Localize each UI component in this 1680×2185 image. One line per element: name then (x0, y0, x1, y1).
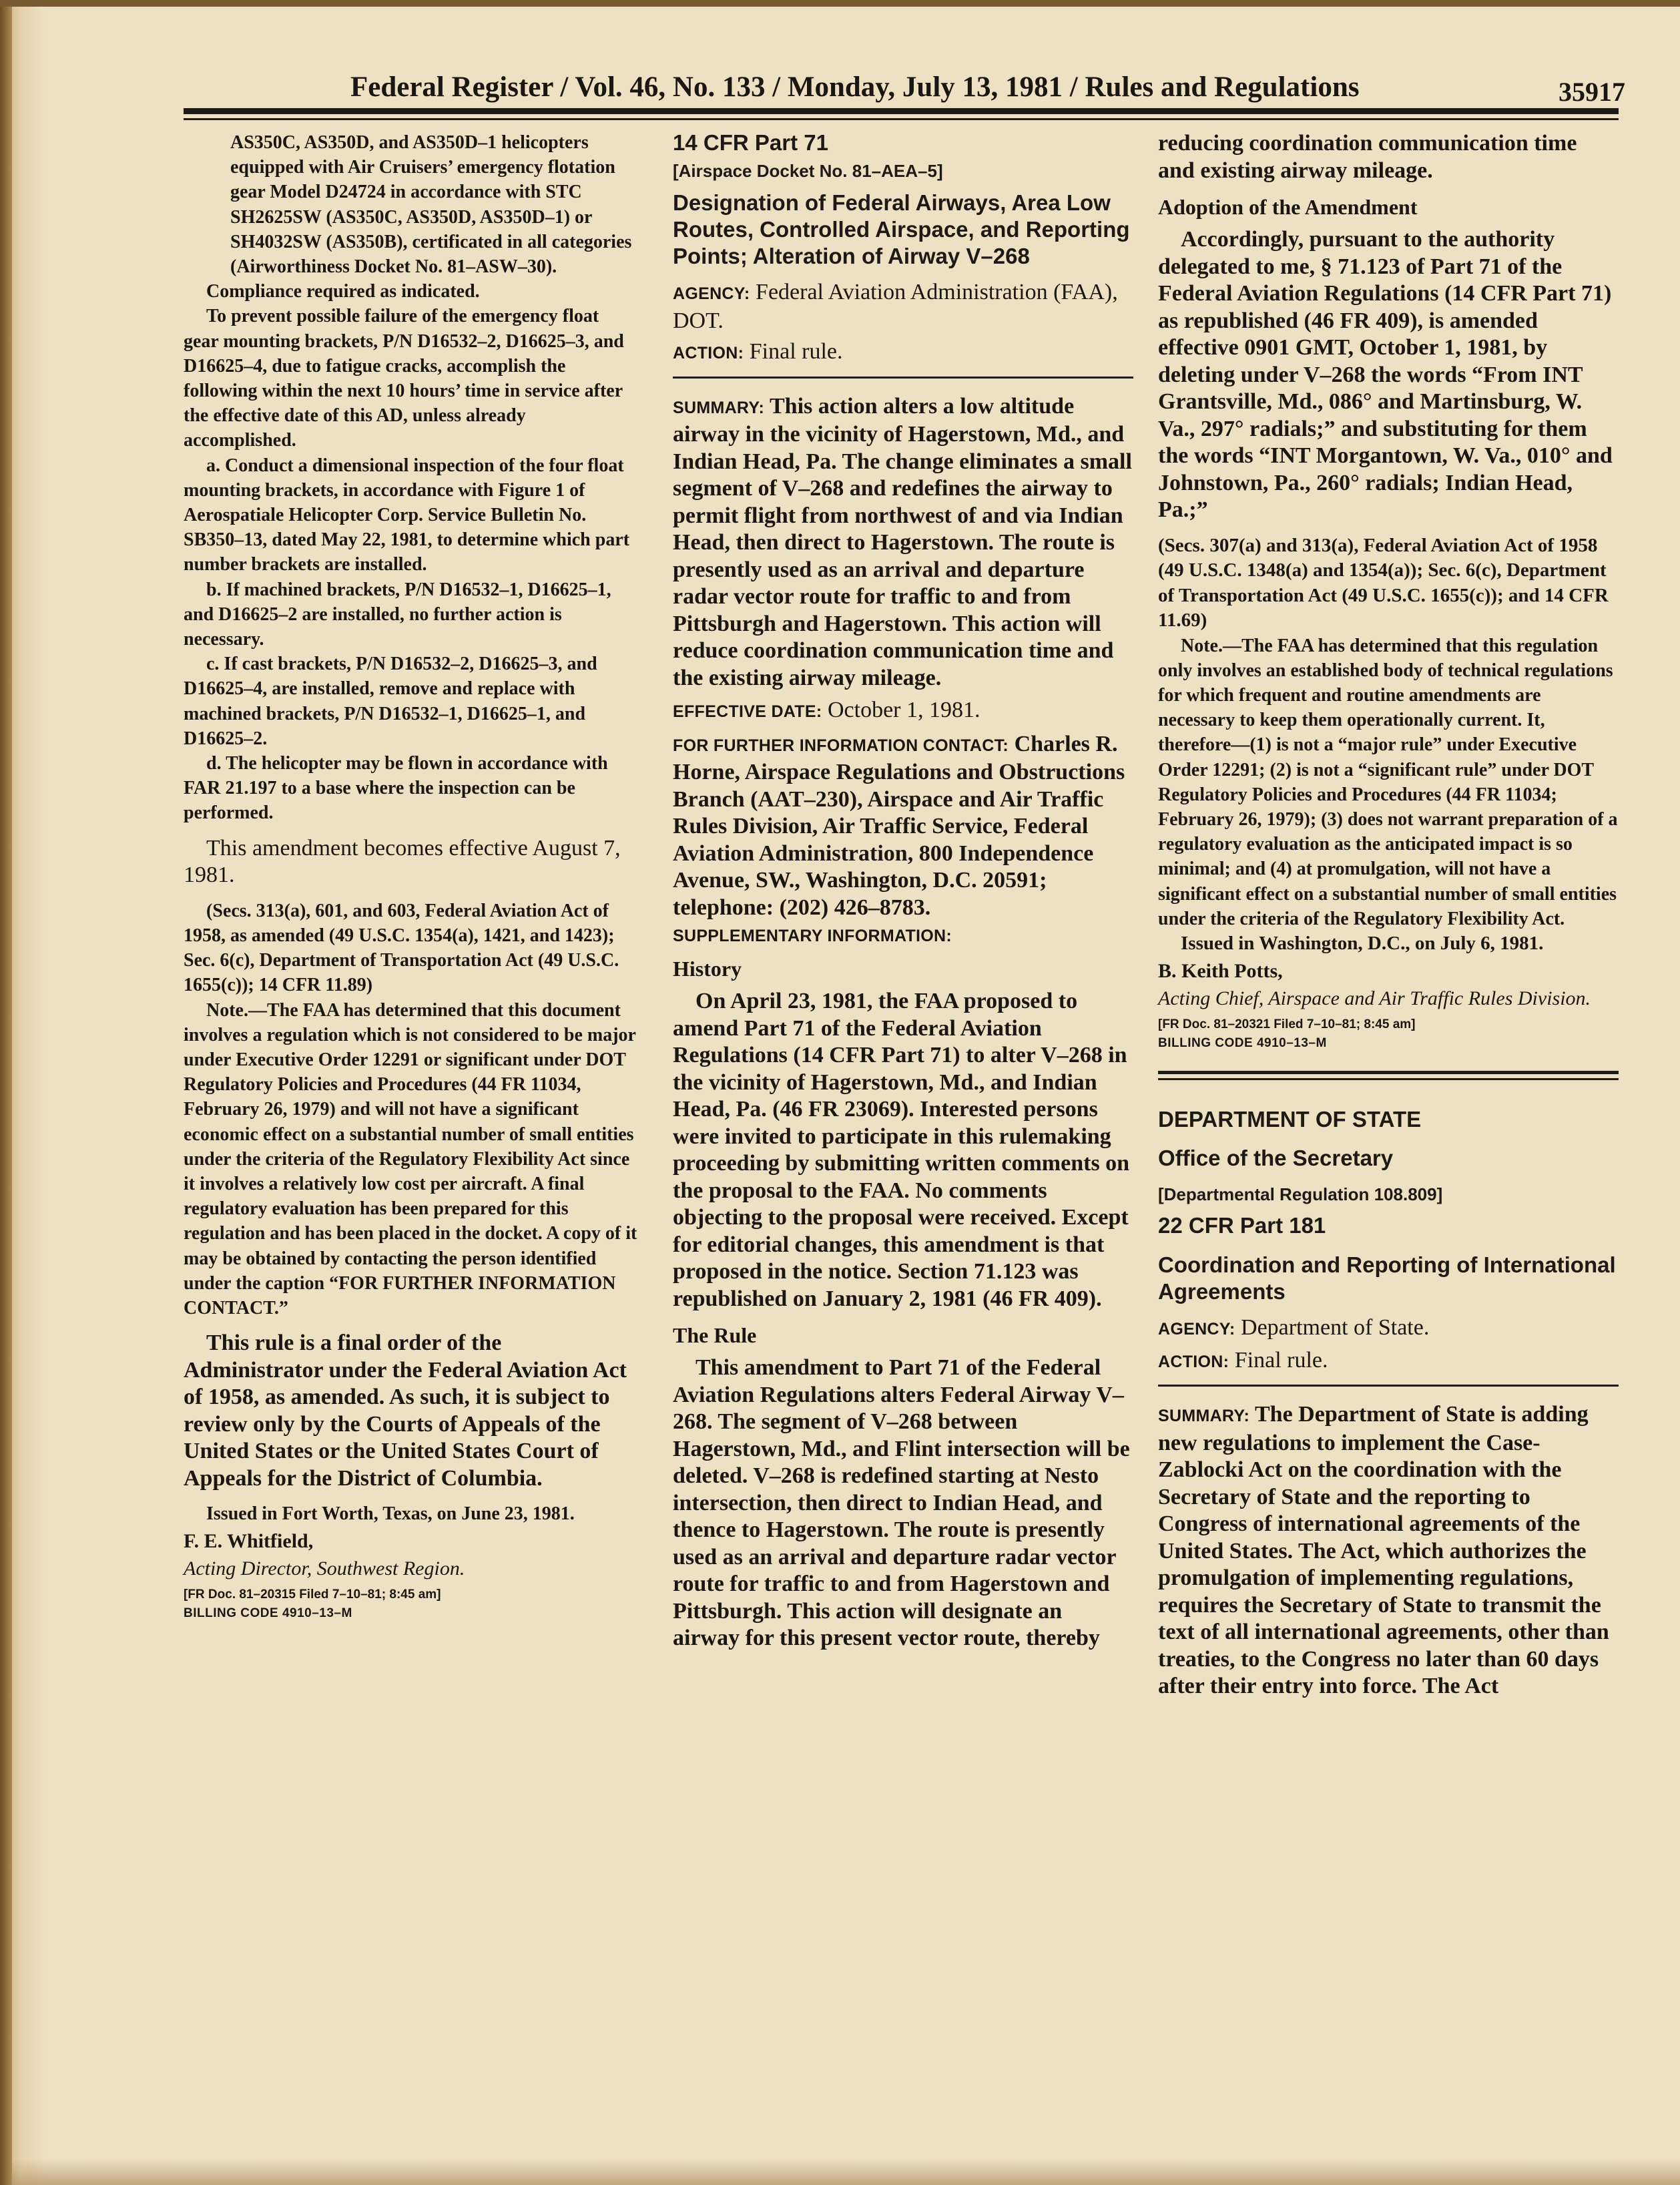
action-label: ACTION: (673, 344, 744, 362)
history-text: On April 23, 1981, the FAA proposed to amend Part 71 of the Federal Aviation Regulations (14 CFR Part 71) to alter V–268 in the vicinity of Hagerstown, Md., and Indian Head, Pa. (46 FR 23069). Interested persons were invited to participate in this rulemaking proceeding by submitting written comments on the proposal to the FAA. No comments objecting to the proposal were received. Except for editorial changes, this amendment is that proposed in the notice. Section 71.123 was republished on January 2, 1981 (46 FR 409). (673, 989, 1130, 1311)
rule-title: Coordination and Reporting of International Agreements (1158, 1252, 1616, 1304)
cfr-part-heading: 22 CFR Part 181 (1158, 1213, 1326, 1238)
agency-label: AGENCY: (1158, 1320, 1235, 1339)
page-binding-edge (0, 0, 12, 2185)
rule-heading: The Rule (673, 1323, 757, 1347)
fr-doc-filed: [FR Doc. 81–20321 Filed 7–10–81; 8:45 am] (1158, 1017, 1416, 1032)
issued-paragraph: Issued in Fort Worth, Texas, on June 23, 1981. (206, 1503, 575, 1525)
page-top-edge (0, 0, 1680, 7)
item-a-paragraph: a. Conduct a dimensional inspection of the four float mounting brackets, in accordance with Figure 1 of Aerospatiale Helicopter Corp. Service Bulletin No. SB350–13, dated May 22, 1981, to determine which part number brackets are installed. (184, 455, 630, 575)
document-separator (1158, 1071, 1619, 1080)
issued-paragraph: Issued in Washington, D.C., on July 6, 1981. (1181, 932, 1544, 954)
agency-text: Department of State. (1241, 1315, 1430, 1341)
signature-name: F. E. Whitfield, (184, 1530, 314, 1553)
summary-label: SUMMARY: (673, 398, 765, 417)
rule-text: This amendment to Part 71 of the Federal Aviation Regulations alters Federal Airway V–268. The segment of V–268 between Hagerstown, Md., and Flint intersection will be deleted. V–268 is redefined starting at Nesto intersection, then direct to Indian Head, and thence to Hagerstown. The route is presently used as an arrival and departure radar vector route for traffic to and from Hagerstown and Pittsburgh. This action will designate an airway for this present vector route, thereby (673, 1355, 1130, 1650)
column-1 (184, 130, 637, 1621)
effective-date-label: EFFECTIVE DATE: (673, 702, 822, 721)
header-title: Federal Register / Vol. 46, No. 133 / Monday, July 13, 1981 / Rules and Regulations (350, 71, 1360, 103)
header-rule-thick (184, 108, 1619, 114)
signature-title: Acting Chief, Airspace and Air Traffic Rules Division. (1158, 987, 1591, 1010)
header-rule-thin (184, 118, 1619, 120)
effective-paragraph: This amendment becomes effective August 7, 1981. (184, 835, 621, 888)
contact-label: FOR FURTHER INFORMATION CONTACT: (673, 736, 1009, 755)
action-text: Final rule. (1234, 1347, 1328, 1373)
adoption-heading: Adoption of the Amendment (1158, 195, 1418, 219)
signature-name: B. Keith Potts, (1158, 960, 1283, 983)
billing-code: BILLING CODE 4910–13–M (1158, 1036, 1327, 1051)
prevention-paragraph: To prevent possible failure of the emergency float gear mounting brackets, P/N D16532–2, D16625–3, and D16625–4, due to fatigue cracks, accomplish the following within the next 10 hours’ time in service after the effective date of this AD, unless already accomplished. (184, 306, 624, 451)
action-label: ACTION: (1158, 1352, 1229, 1371)
summary-text: The Department of State is adding new regulations to implement the Case-Zablocki Act on the coordination with the Secretary of State and the reporting to Congress of international agreements of the United States. The Act, which authorizes the promulgation of implementing regulations, requires the Secretary of State to transmit the text of all international agreements, other than treaties, to the Congress no later than 60 days after their entry into force. The Act (1158, 1402, 1609, 1699)
rule-title: Designation of Federal Airways, Area Low Routes, Controlled Airspace, and Reporting Points; Alteration of Airway V–268 (673, 190, 1130, 268)
item-b-paragraph: b. If machined brackets, P/N D16532–1, D16625–1, and D16625–2 are installed, no further action is necessary. (184, 579, 611, 650)
column-3 (1158, 130, 1619, 1700)
supplementary-label: SUPPLEMENTARY INFORMATION: (673, 927, 952, 945)
contact-text: Charles R. Horne, Airspace Regulations and Obstructions Branch (AAT–230), Airspace and Air Traffic Rules Division, Air Traffic Service, Federal Aviation Administration, 800 Independence Avenue, SW., Washington, D.C. 20591; telephone: (202) 426–8783. (673, 731, 1125, 920)
section-divider (673, 377, 1133, 379)
column-2 (673, 130, 1133, 1652)
adoption-text: Accordingly, pursuant to the authority delegated to me, § 71.123 of Part 71 of the Federal Aviation Regulations (14 CFR Part 71) as republished (46 FR 409), is amended effective 0901 GMT, October 1, 1981, by deleting under V–268 the words “From INT Grantsville, Md., 086° and Martinsburg, W. Va., 297° radials;” and substituting for them the words “INT Morgantown, W. Va., 010° and Johnstown, Pa., 260° radials; Indian Head, Pa.;” (1158, 227, 1613, 522)
agency-label: AGENCY: (673, 284, 750, 303)
history-heading: History (673, 957, 742, 981)
summary-text: This action alters a low altitude airway in the vicinity of Hagerstown, Md., and Indian Head, Pa. The change eliminates a small segment of V–268 and redefines the airway to permit flight from northwest of and via Indian Head, then direct to Hagerstown. The route is presently used as an arrival and departure radar vector route for traffic to and from Pittsburgh and Hagerstown. This action will reduce coordination communication time and the existing airway mileage. (673, 393, 1132, 690)
authority-citation: (Secs. 307(a) and 313(a), Federal Aviation Act of 1958 (49 U.S.C. 1348(a) and 1354(a)); Sec. 6(c), Department of Transportation Act (49 U.S.C. 1655(c)); and 14 CFR 11.69) (1158, 534, 1609, 631)
action-text: Final rule. (749, 339, 843, 364)
applicability-paragraph: AS350C, AS350D, and AS350D–1 helicopters equipped with Air Cruisers’ emergency flotation gear Model D24724 in accordance with STC SH2625SW (AS350C, AS350D, AS350D–1) or SH4032SW (AS350B), certificated in all categories (Airworthiness Docket No. 81–ASW–30). (230, 132, 632, 278)
faa-note-paragraph: Note.—The FAA has determined that this document involves a regulation which is not considered to be major under Executive Order 12291 or significant under DOT Regulatory Policies and Procedures (44 FR 11034, February 26, 1979) and will not have a significant economic effect on a substantial number of small entities under the criteria of the Regulatory Flexibility Act since it involves a relatively low cost per aircraft. A final regulatory evaluation has been prepared for this regulation and has been placed in the docket. A copy of it may be obtained by contacting the person identified under the caption “FOR FURTHER INFORMATION CONTACT.” (184, 999, 637, 1318)
fr-doc-filed: [FR Doc. 81–20315 Filed 7–10–81; 8:45 am] (184, 1588, 441, 1602)
compliance-paragraph: Compliance required as indicated. (206, 281, 480, 302)
department-heading: DEPARTMENT OF STATE (1158, 1107, 1422, 1132)
effective-date-text: October 1, 1981. (827, 698, 981, 722)
running-header (184, 67, 1625, 113)
item-d-paragraph: d. The helicopter may be flown in accordance with FAR 21.197 to a base where the inspection can be performed. (184, 753, 608, 824)
cfr-part-heading: 14 CFR Part 71 (673, 130, 828, 155)
final-order-paragraph: This rule is a final order of the Administrator under the Federal Aviation Act of 1958, as amended. As such, it is subject to review only by the Courts of Appeals of the United States or the United States Court of Appeals for the District of Columbia. (184, 1330, 627, 1491)
faa-note-paragraph: Note.—The FAA has determined that this regulation only involves an established body of technical regulations for which frequent and routine amendments are necessary to keep them operationally current. It, therefore—(1) is not a “major rule” under Executive Order 12291; (2) is not a “significant rule” under DOT Regulatory Policies and Procedures (44 FR 11034; February 26, 1979); (3) does not warrant preparation of a regulatory evaluation as the anticipated impact is so minimal; and (4) at promulgation, will not have a significant effect on a substantial number of small entities under the criteria of the Regulatory Flexibility Act. (1158, 635, 1618, 929)
agency-text: Federal Aviation Administration (FAA), DOT. (673, 280, 1118, 333)
signature-title: Acting Director, Southwest Region. (184, 1557, 465, 1580)
regulation-number: [Departmental Regulation 108.809] (1158, 1184, 1443, 1205)
section-divider (1158, 1385, 1619, 1387)
office-heading: Office of the Secretary (1158, 1146, 1394, 1171)
page-number: 35917 (1559, 77, 1625, 107)
item-c-paragraph: c. If cast brackets, P/N D16532–2, D16625–3, and D16625–4, are installed, remove and replace with machined brackets, P/N D16532–1, D16625–1, and D16625–2. (184, 654, 597, 749)
summary-label: SUMMARY: (1158, 1407, 1250, 1426)
authority-citation: (Secs. 313(a), 601, and 603, Federal Aviation Act of 1958, as amended (49 U.S.C. 1354(a), 1421, and 1423); Sec. 6(c), Department of Transportation Act (49 U.S.C. 1655(c)); 14 CFR 11.89) (184, 900, 619, 996)
docket-number: [Airspace Docket No. 81–AEA–5] (673, 161, 943, 181)
billing-code: BILLING CODE 4910–13–M (184, 1606, 352, 1621)
continued-paragraph: reducing coordination communication time and existing airway mileage. (1158, 131, 1577, 183)
